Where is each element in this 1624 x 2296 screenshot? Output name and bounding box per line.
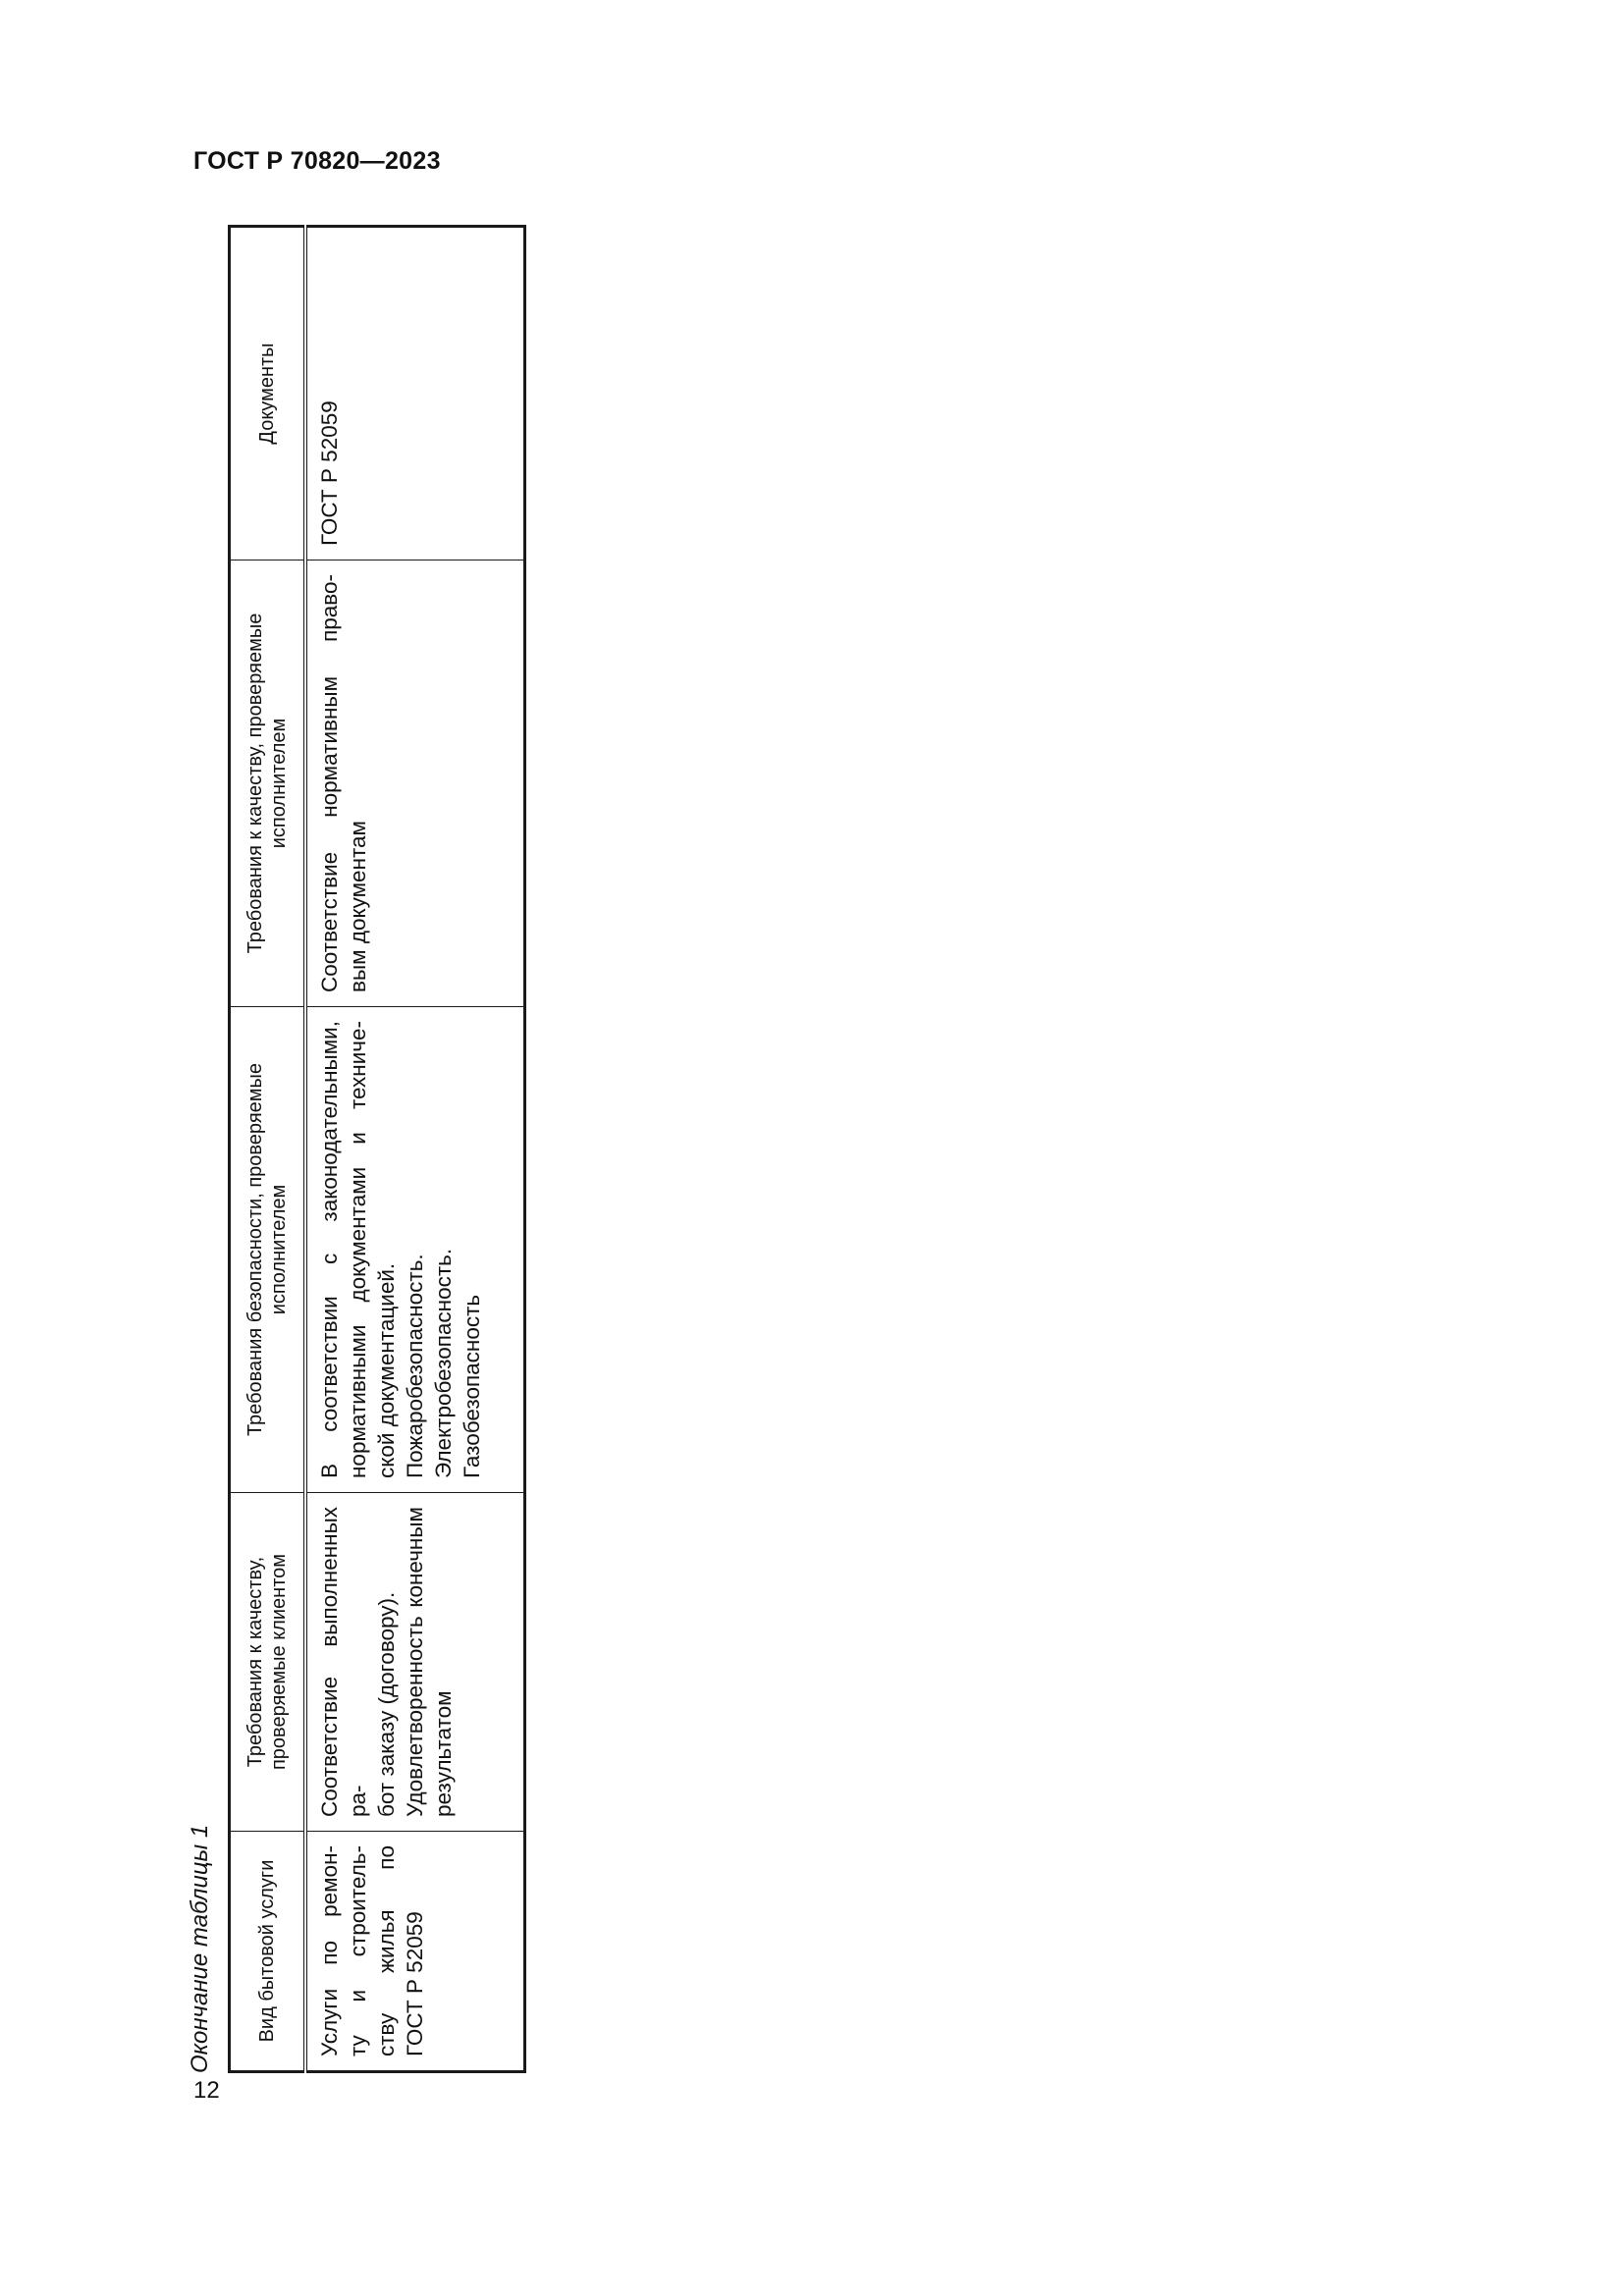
requirements-table: [228, 225, 526, 2073]
cell-text-line: Пожаробезопасность.: [403, 1254, 427, 1478]
document-header-standard-id: ГОСТ Р 70820—2023: [193, 147, 441, 175]
cell-text-line: ГОСТ Р 52059: [403, 1911, 427, 2056]
column-header-client-quality: Требования к качеству, проверяемые клиентом: [230, 1493, 306, 1832]
cell-client-quality: [305, 1493, 525, 1832]
cell-text-line: Газобезопасность: [460, 1294, 484, 1478]
cell-text-line: ской документацией.: [374, 1262, 399, 1478]
cell-text-line: бот заказу (договору).: [374, 1591, 399, 1817]
cell-text-line: ству жилья по: [374, 1845, 399, 2056]
cell-text-line: В соответствии с законодательными,: [317, 1021, 342, 1478]
table-row: [305, 227, 525, 2072]
cell-text-line: Электробезопасность.: [431, 1248, 456, 1478]
cell-text-line: ГОСТ Р 52059: [317, 400, 342, 546]
cell-service-type: [305, 1832, 525, 2072]
column-header-documents: Документы: [230, 227, 306, 561]
table-header-row: [230, 227, 306, 2072]
rotated-table-block: [187, 208, 520, 2073]
cell-text-line: Услуги по ремон-: [317, 1845, 342, 2056]
table-caption: Окончание таблицы 1: [187, 1824, 213, 2073]
cell-text-line: результатом: [431, 1690, 456, 1817]
cell-text-line: нормативными документами и техниче-: [346, 1021, 370, 1478]
cell-text-line: Соответствие выполненных ра-: [317, 1507, 370, 1817]
cell-executor-quality: [305, 561, 525, 1007]
column-header-executor-quality: Требования к качеству, проверяемые исполнителем: [230, 561, 306, 1007]
column-header-service-type: Вид бытовой услуги: [230, 1832, 306, 2072]
cell-text-line: Соответствие нормативным право-: [317, 574, 342, 992]
cell-safety: [305, 1007, 525, 1493]
cell-text-line: вым документам: [346, 820, 370, 992]
cell-documents: [305, 227, 525, 561]
page-number: 12: [193, 2077, 220, 2104]
column-header-safety: Требования безопасности, проверяемые исполнителем: [230, 1007, 306, 1493]
cell-text-line: Удовлетворенность конечным: [403, 1507, 427, 1817]
cell-text-line: ту и строитель-: [346, 1845, 370, 2056]
